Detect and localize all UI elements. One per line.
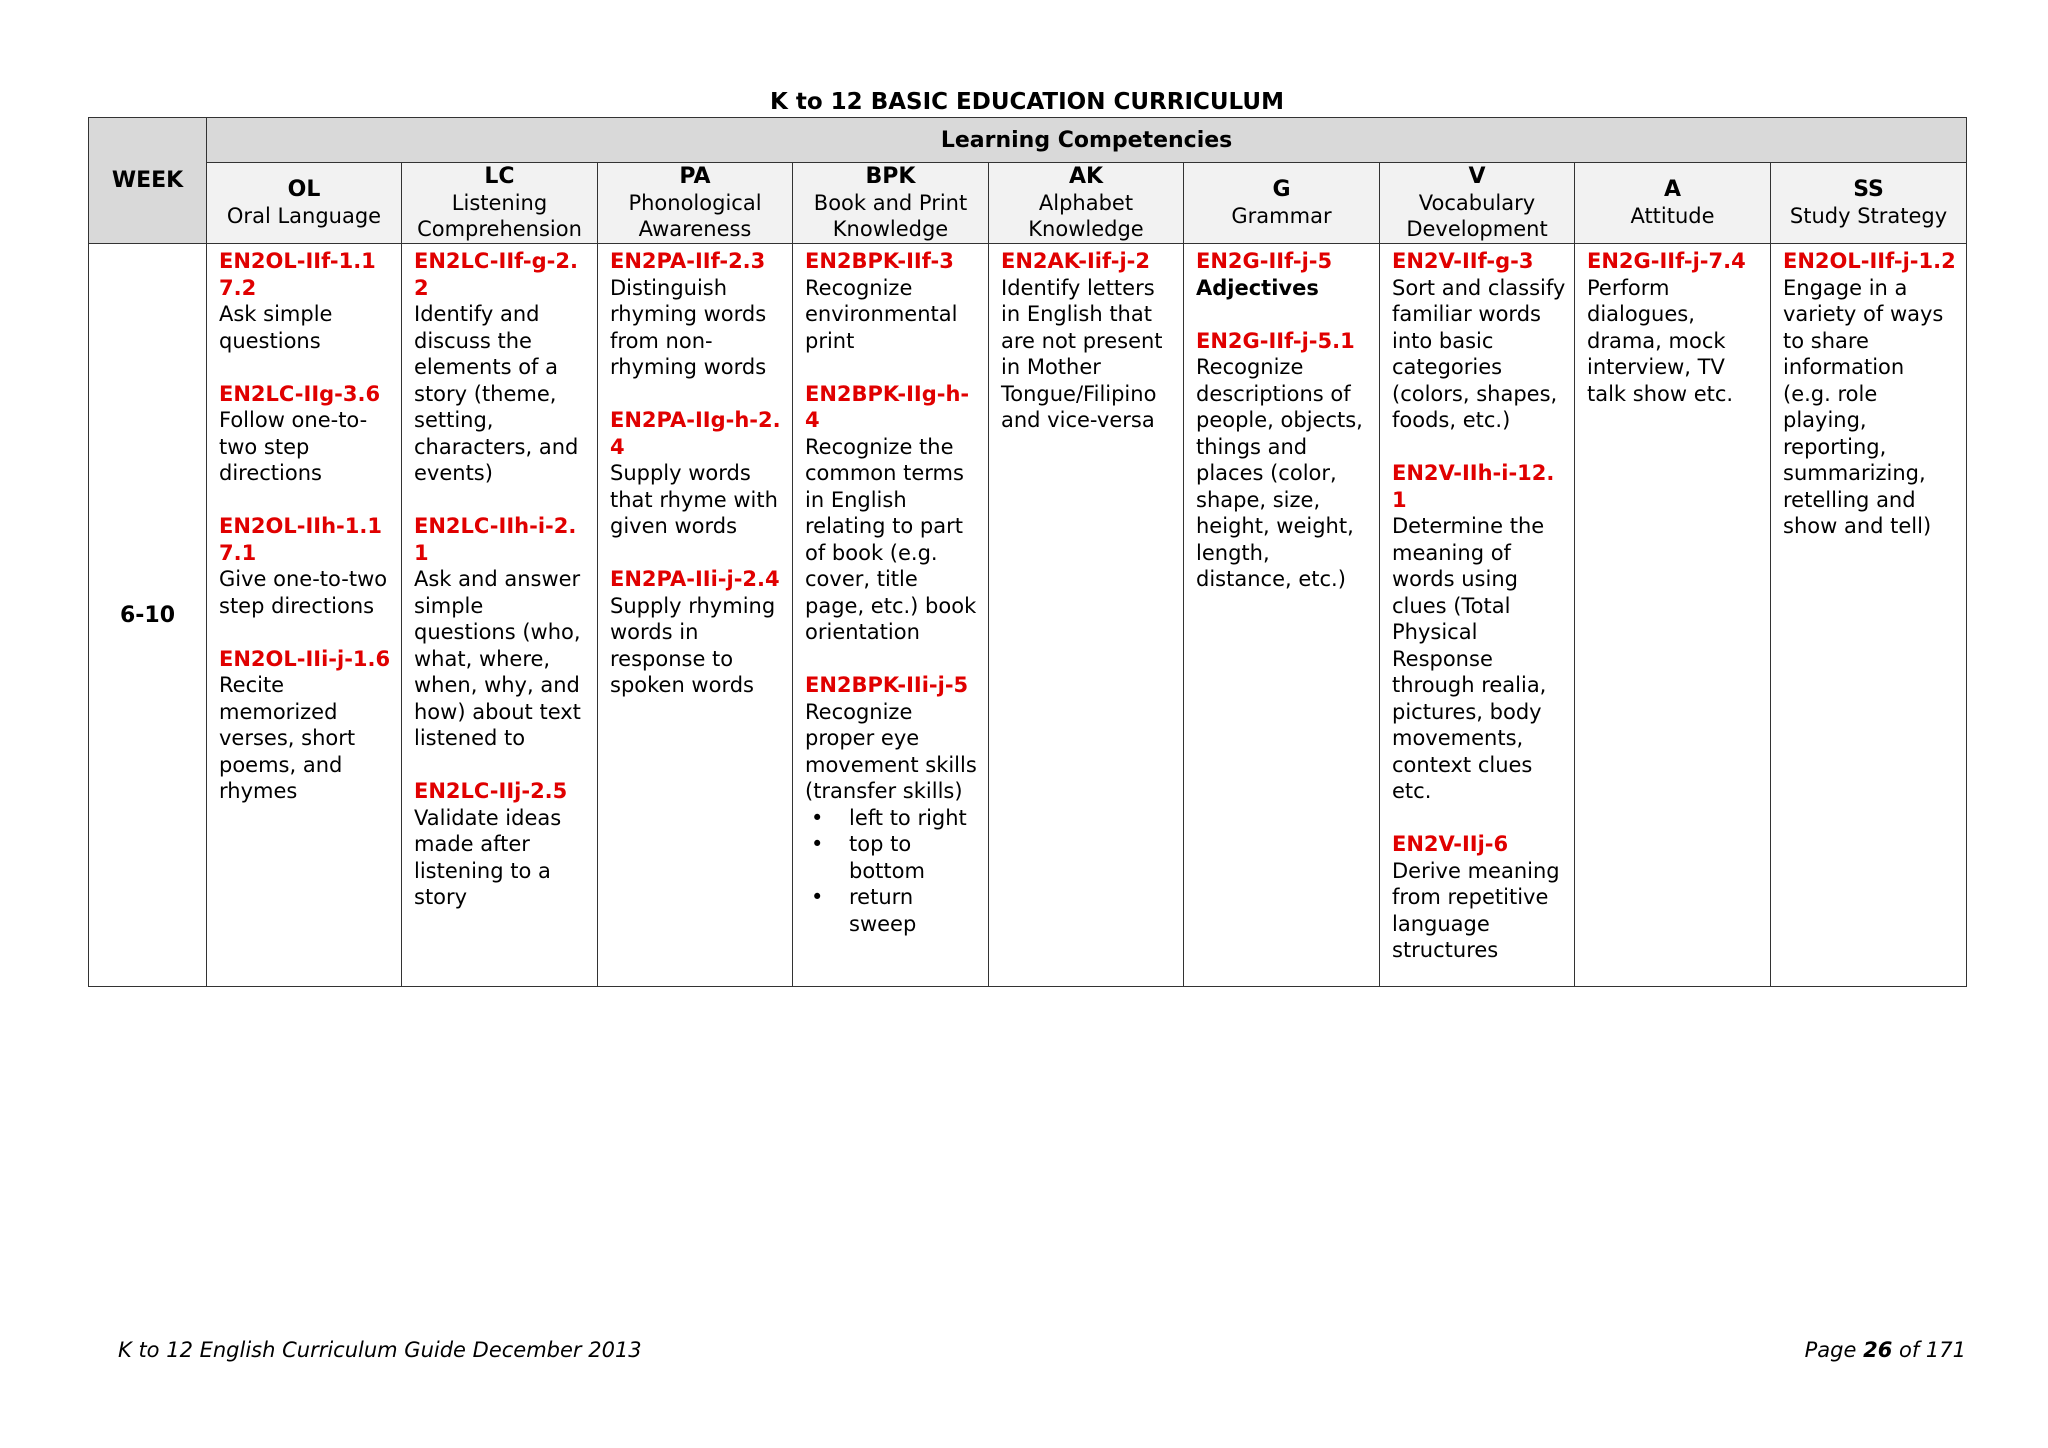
competency-code: EN2AK-Iif-j-2 xyxy=(1001,249,1150,273)
competency-code: EN2G-IIf-j-5 xyxy=(1196,249,1333,273)
competency-desc: Recognize proper eye movement skills (transfer skills) xyxy=(805,699,977,803)
competency-code: EN2BPK-IIf-3 xyxy=(805,249,954,273)
column-abbr: AK xyxy=(1068,164,1104,189)
competency-desc: Engage in a variety of ways to share information (e.g. role playing, reporting, summarizing, retelling and show and tell) xyxy=(1783,275,1944,538)
column-name: Book and Print Knowledge xyxy=(813,191,968,241)
competency-code: EN2LC-IIh-i-2.1 xyxy=(414,514,577,565)
list-item: • left to right xyxy=(811,805,967,830)
competency-code: EN2OL-IIf-j-1.2 xyxy=(1783,249,1956,273)
column-name: Oral Language xyxy=(226,204,382,228)
competency-code: EN2LC-IIf-g-2.2 xyxy=(414,249,578,300)
competency-code: EN2OL-IIf-1.17.2 xyxy=(219,249,376,300)
list-item: • top to bottom xyxy=(811,832,925,883)
column-header-ak xyxy=(989,163,1184,244)
document-title: K to 12 BASIC EDUCATION CURRICULUM xyxy=(770,89,1284,115)
column-name: Attitude xyxy=(1630,204,1715,228)
competency-desc: Give one-to-two step directions xyxy=(219,567,388,618)
bullet-list xyxy=(805,805,980,938)
competency-code: EN2G-IIf-j-7.4 xyxy=(1587,249,1746,273)
page-suffix: of 171 xyxy=(1899,1338,1966,1362)
column-header-a xyxy=(1575,163,1771,244)
competency-code: EN2OL-IIi-j-1.6 xyxy=(219,646,391,671)
table-row xyxy=(89,244,1967,987)
column-abbr: LC xyxy=(484,164,515,189)
competency-code: EN2V-IIj-6 xyxy=(1392,832,1509,856)
column-header-v xyxy=(1380,163,1575,244)
competency-desc: Identify letters in English that are not present in Mother Tongue/Filipino and vice-versa xyxy=(1001,275,1163,432)
footer-guide-title: K to 12 English Curriculum Guide December 2013 xyxy=(118,1338,642,1362)
cell-attitude xyxy=(1575,244,1771,987)
column-abbr: BPK xyxy=(865,164,916,189)
bullet-text: top to bottom xyxy=(849,832,925,883)
competency-code: EN2BPK-IIi-j-5 xyxy=(805,673,969,697)
column-header-ol xyxy=(207,163,402,244)
competency-desc: Adjectives xyxy=(1196,275,1319,300)
competency-desc: Identify and discuss the elements of a story (theme, setting, characters, and events) xyxy=(414,302,579,485)
competency-code: EN2PA-IIg-h-2.4 xyxy=(610,408,781,459)
learning-competencies-header: Learning Competencies xyxy=(207,118,1967,163)
competency-desc: Recognize descriptions of people, objects, things and places (color, shape, size, height, weight, length, distance, etc.) xyxy=(1196,355,1363,591)
competency-desc: Distinguish rhyming words from non-rhyming words xyxy=(610,275,767,379)
competency-desc: Ask and answer simple questions (who, what, where, when, why, and how) about text listened to xyxy=(414,567,581,750)
list-item: • return sweep xyxy=(811,885,917,936)
competency-code: EN2LC-IIg-3.6 xyxy=(219,381,381,406)
competency-desc: Ask simple questions xyxy=(219,302,333,353)
column-abbr: PA xyxy=(679,164,711,189)
column-abbr: V xyxy=(1468,164,1486,189)
column-header-g xyxy=(1184,163,1380,244)
column-header-row xyxy=(89,163,1967,244)
footer-page-number xyxy=(1805,1338,1966,1362)
competency-desc: Supply rhyming words in response to spoken words xyxy=(610,593,776,697)
competency-desc: Derive meaning from repetitive language structures xyxy=(1392,858,1560,962)
competency-code: EN2V-IIf-g-3 xyxy=(1392,249,1534,273)
cell-grammar xyxy=(1184,244,1380,987)
page-number: 26 xyxy=(1863,1338,1893,1362)
week-header: WEEK xyxy=(89,118,207,244)
column-name: Grammar xyxy=(1231,204,1332,228)
cell-phonological-awareness xyxy=(598,244,793,987)
cell-study-strategy xyxy=(1771,244,1967,987)
competency-code: EN2PA-IIf-2.3 xyxy=(610,249,766,273)
column-name: Alphabet Knowledge xyxy=(1028,191,1144,241)
column-header-lc xyxy=(402,163,598,244)
competency-code: EN2G-IIf-j-5.1 xyxy=(1196,328,1355,353)
competency-desc: Perform dialogues, drama, mock interview, TV talk show etc. xyxy=(1587,275,1734,406)
cell-vocabulary-development xyxy=(1380,244,1575,987)
bullet-text: return sweep xyxy=(849,885,917,936)
bullet-text: left to right xyxy=(849,805,967,830)
column-abbr: G xyxy=(1272,177,1291,202)
competency-desc: Sort and classify familiar words into basic categories (colors, shapes, foods, etc.) xyxy=(1392,275,1566,432)
curriculum-table xyxy=(88,117,1967,987)
column-header-pa xyxy=(598,163,793,244)
column-name: Study Strategy xyxy=(1789,204,1948,228)
competency-desc: Validate ideas made after listening to a story xyxy=(414,805,562,909)
competency-desc: Follow one-to-two step directions xyxy=(219,408,368,485)
competency-code: EN2V-IIh-i-12.1 xyxy=(1392,461,1555,512)
cell-listening-comprehension xyxy=(402,244,598,987)
cell-alphabet-knowledge xyxy=(989,244,1184,987)
competency-desc: Recite memorized verses, short poems, and rhymes xyxy=(219,673,356,803)
column-name: Listening Comprehension xyxy=(417,191,582,241)
competency-code: EN2OL-IIh-1.17.1 xyxy=(219,514,382,565)
week-cell: 6-10 xyxy=(89,244,207,987)
column-abbr: SS xyxy=(1853,177,1884,202)
competency-code: EN2BPK-IIg-h-4 xyxy=(805,381,970,432)
column-abbr: A xyxy=(1663,177,1682,202)
competency-desc: Supply words that rhyme with given words xyxy=(610,461,778,538)
column-name: Phonological Awareness xyxy=(628,191,762,241)
competency-code: EN2PA-IIi-j-2.4 xyxy=(610,567,780,591)
column-name: Vocabulary Development xyxy=(1406,191,1548,241)
column-abbr: OL xyxy=(287,177,321,202)
competency-desc: Determine the meaning of words using clues (Total Physical Response through realia, pictures, body movements, context clues etc. xyxy=(1392,514,1547,803)
cell-oral-language xyxy=(207,244,402,987)
cell-book-and-print-knowledge xyxy=(793,244,989,987)
page-prefix: Page xyxy=(1804,1338,1857,1362)
column-header-bpk xyxy=(793,163,989,244)
competency-desc: Recognize the common terms in English relating to part of book (e.g. cover, title page, etc.) book orientation xyxy=(805,434,977,644)
competency-code: EN2LC-IIj-2.5 xyxy=(414,779,568,803)
competency-desc: Recognize environmental print xyxy=(805,275,958,353)
column-header-ss xyxy=(1771,163,1967,244)
